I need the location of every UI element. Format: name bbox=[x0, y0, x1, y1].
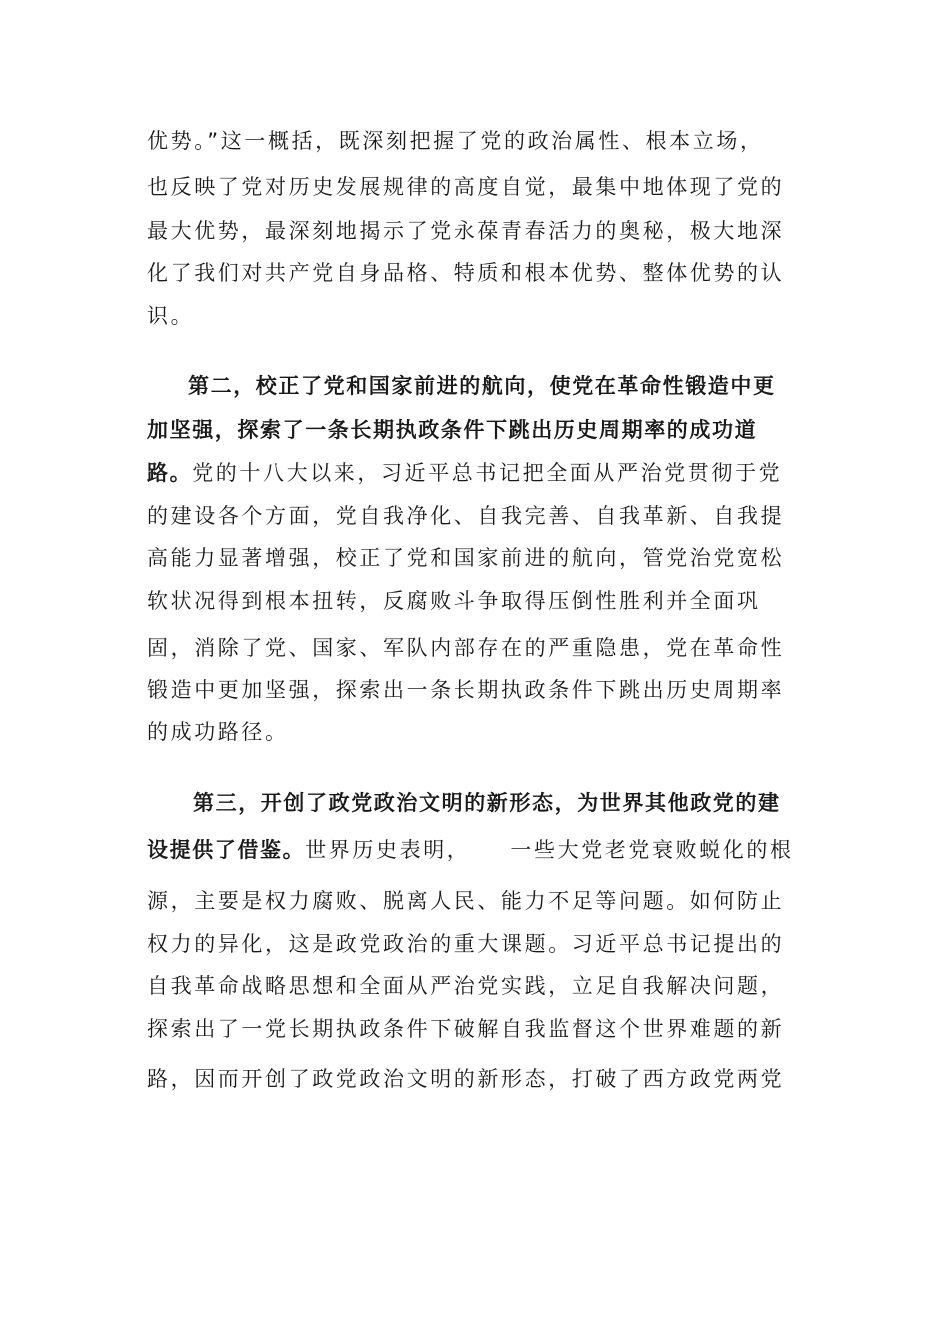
para2-heading-line-1: 第二，校正了党和国家前进的航向，使党在革命性锻造中更 bbox=[188, 374, 776, 398]
para2-line-5: 高能力显著增强，校正了党和国家前进的航向，管党治党宽松 bbox=[147, 546, 785, 570]
para2-line-7: 固，消除了党、国家、军队内部存在的严重隐患，党在革命性 bbox=[147, 636, 785, 660]
para3-body-continue: 一些大党老党衰败蜕化的根 bbox=[510, 838, 794, 862]
para3-heading-end: 设提供了借鉴。 bbox=[147, 838, 306, 862]
para1-line-5: 识。 bbox=[147, 304, 195, 328]
para2-line-4: 的建设各个方面，党自我净化、自我完善、自我革新、自我提 bbox=[147, 504, 785, 528]
para3-line-2 bbox=[147, 836, 794, 864]
para3-line-4: 权力的异化，这是政党政治的重大课题。习近平总书记提出的 bbox=[147, 932, 785, 956]
para1-line-2: 也反映了党对历史发展规律的高度自觉，最集中地体现了党的 bbox=[147, 175, 785, 199]
para3-line-5: 自我革命战略思想和全面从严治党实践，立足自我解决问题， bbox=[147, 974, 785, 998]
para1-line-4: 化了我们对共产党自身品格、特质和根本优势、整体优势的认 bbox=[147, 261, 785, 285]
para2-line-8: 锻造中更加坚强，探索出一条长期执政条件下跳出历史周期率 bbox=[147, 678, 785, 702]
para3-line-6: 探索出了一党长期执政条件下破解自我监督这个世界难题的新 bbox=[147, 1017, 785, 1041]
para2-heading-line-2: 加坚强，探索了一条长期执政条件下跳出历史周期率的成功道 bbox=[147, 418, 758, 442]
para2-heading-end: 路。 bbox=[147, 461, 193, 485]
para2-body-start: 党的十八大以来，习近平总书记把全面从严治党贯彻于党 bbox=[192, 461, 783, 485]
para2-line-9: 的成功路径。 bbox=[147, 720, 289, 744]
para3-line-3: 源，主要是权力腐败、脱离人民、能力不足等问题。如何防止 bbox=[147, 889, 785, 913]
para3-heading-line-1: 第三，开创了政党政治文明的新形态，为世界其他政党的建 bbox=[193, 791, 781, 815]
para1-line-1: 优势。”这一概括，既深刻把握了党的政治属性、根本立场， bbox=[147, 129, 764, 153]
para3-line-7: 路，因而开创了政党政治文明的新形态，打破了西方政党两党 bbox=[147, 1067, 785, 1091]
para2-line-6: 软状况得到根本扭转，反腐败斗争取得压倒性胜利并全面巩 bbox=[147, 589, 761, 613]
para2-line-3 bbox=[147, 459, 782, 487]
para1-line-3: 最大优势，最深刻地揭示了党永葆青春活力的奥秘，极大地深 bbox=[147, 219, 785, 243]
para3-body-start: 世界历史表明， bbox=[305, 838, 471, 862]
